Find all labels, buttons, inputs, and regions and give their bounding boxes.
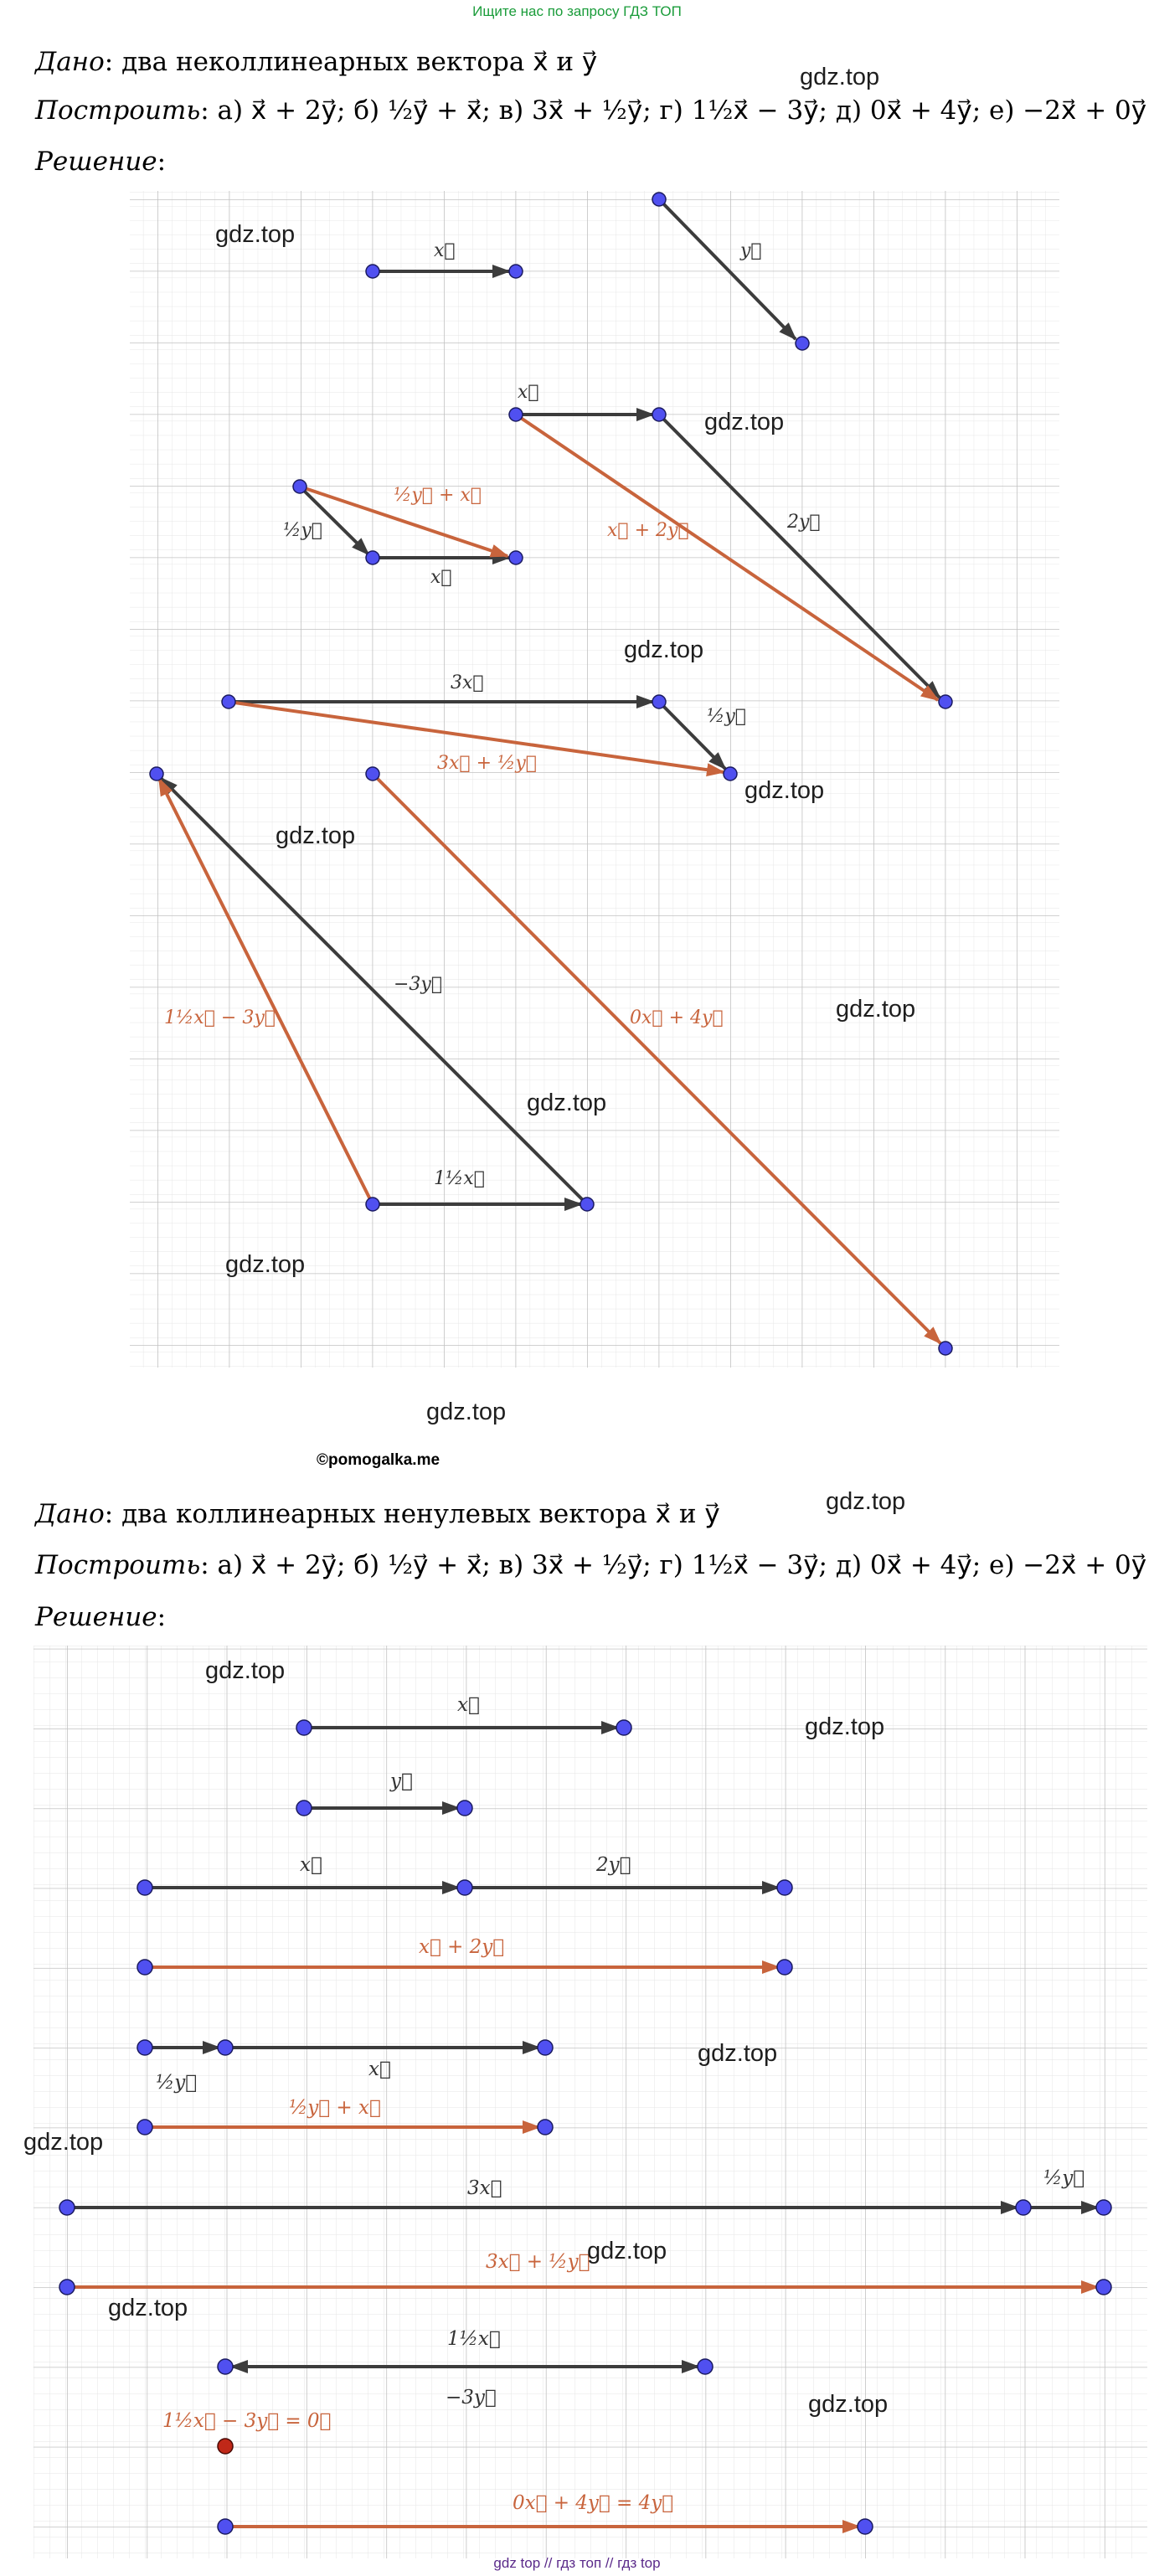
d1-point (796, 337, 809, 350)
d1-label-x3: x⃗ (430, 567, 452, 588)
d2-point (296, 1720, 312, 1735)
footer-links[interactable]: gdz top // гдз топ // гдз top (493, 2555, 661, 2571)
d2-label-half-y-plus-x: ½y⃗ + x⃗ (289, 2097, 381, 2119)
d2-label-x: x⃗ (457, 1694, 480, 1716)
watermark: gdz.top (108, 2295, 188, 2321)
p2-solution-colon: : (157, 1602, 167, 1632)
d1-point (222, 695, 235, 708)
d2-label-zero-result: 1½x⃗ − 3y⃗ = 0⃗ (162, 2410, 332, 2432)
d2-label-minus-3y: −3y⃗ (446, 2387, 497, 2409)
d1-point (366, 265, 379, 278)
watermark: gdz.top (698, 2040, 778, 2067)
watermark: gdz.top (836, 996, 916, 1023)
watermark: gdz.top (624, 636, 704, 663)
d2-point (59, 2200, 75, 2215)
d1-point (366, 767, 379, 781)
d2-label-zero-x-4y: 0x⃗ + 4y⃗ = 4y⃗ (513, 2492, 674, 2514)
d2-point (218, 2359, 233, 2374)
watermark: gdz.top (744, 777, 825, 804)
d1-point (939, 1342, 952, 1355)
p2-build-label: Построить (35, 1550, 201, 1580)
d2-point (1016, 2200, 1031, 2215)
d2-point (137, 1880, 152, 1895)
watermark: gdz.top (704, 409, 785, 435)
watermark: gdz.top (23, 2129, 104, 2156)
d1-label-one-half-x-minus-3y: 1½x⃗ − 3y⃗ (164, 1007, 276, 1028)
copyright: ©pomogalka.me (317, 1451, 440, 1469)
d2-label-one-half-x: 1½x⃗ (447, 2328, 501, 2350)
d1-point (293, 480, 307, 493)
d2-label-3x: 3x⃗ (467, 2177, 502, 2199)
d2-point (1096, 2280, 1111, 2295)
p2-given-text: : два коллинеарных ненулевых вектора x⃗ и y⃗ (104, 1499, 720, 1529)
d1-label-zero-x-4y: 0x⃗ + 4y⃗ (630, 1007, 724, 1028)
watermark: gdz.top (800, 64, 880, 90)
d1-point (652, 193, 666, 206)
watermark: gdz.top (225, 1251, 306, 1278)
d1-label-half-y-plus-x: ½y⃗ + x⃗ (394, 485, 482, 506)
p1-given-label: Дано (35, 47, 105, 77)
d2-label-x3: x⃗ (368, 2058, 391, 2080)
d2-point (858, 2519, 873, 2534)
p1-build-label: Построить (35, 95, 201, 126)
d2-label-3x-half-y: 3x⃗ + ½y⃗ (486, 2251, 590, 2273)
watermark: gdz.top (527, 1090, 607, 1116)
watermark: gdz.top (205, 1657, 286, 1684)
d2-label-x2: x⃗ (300, 1854, 322, 1876)
d2-point (616, 1720, 631, 1735)
d2-point (538, 2040, 553, 2055)
d1-label-2y: 2y⃗ (787, 512, 821, 533)
d2-label-2y: 2y⃗ (596, 1854, 631, 1876)
d1-point (150, 767, 163, 781)
d1-label-x2: x⃗ (518, 382, 539, 403)
d1-point (509, 265, 523, 278)
p2-solution-label: Решение (35, 1602, 157, 1632)
grid-1 (130, 191, 1059, 1368)
d1-label-one-half-x: 1½x⃗ (434, 1168, 485, 1189)
watermark: gdz.top (276, 822, 356, 849)
d1-label-half-y: ½y⃗ (283, 520, 322, 541)
d2-point (137, 1960, 152, 1975)
d2-point (218, 2519, 233, 2534)
d2-point (1096, 2200, 1111, 2215)
watermark: gdz.top (805, 1713, 885, 1740)
d2-label-half-y2: ½y⃗ (1043, 2167, 1085, 2189)
d1-point (652, 695, 666, 708)
d1-label-3x-half-y: 3x⃗ + ½y⃗ (437, 753, 537, 774)
d2-point (777, 1960, 792, 1975)
p1-solution-colon: : (157, 147, 167, 177)
d1-point (366, 1198, 379, 1211)
d2-point (777, 1880, 792, 1895)
d2-point (137, 2040, 152, 2055)
d1-point (724, 767, 737, 781)
d2-label-y: y⃗ (390, 1770, 413, 1792)
d1-point (939, 695, 952, 708)
d1-label-half-y2: ½y⃗ (707, 706, 746, 727)
d2-point (538, 2120, 553, 2135)
d2-point (137, 2120, 152, 2135)
watermark: gdz.top (215, 221, 296, 248)
watermark: gdz.top (808, 2391, 889, 2418)
d1-point (509, 408, 523, 421)
d1-point (366, 551, 379, 564)
top-search-link[interactable]: Ищите нас по запросу ГДЗ ТОП (472, 3, 682, 19)
d1-point (509, 551, 523, 564)
d2-point (59, 2280, 75, 2295)
watermark: gdz.top (826, 1488, 906, 1515)
d2-point (457, 1880, 472, 1895)
d1-point (580, 1198, 594, 1211)
d2-point (457, 1801, 472, 1816)
d1-label-minus-3y: −3y⃗ (394, 974, 443, 995)
d1-label-3x: 3x⃗ (451, 672, 484, 693)
d1-point (652, 408, 666, 421)
d2-point (698, 2359, 713, 2374)
p1-given-text: : два неколлинеарных вектора x⃗ и y⃗ (104, 47, 598, 77)
d1-label-x-plus-2y: x⃗ + 2y⃗ (607, 520, 689, 541)
watermark: gdz.top (587, 2238, 667, 2264)
d2-point (296, 1801, 312, 1816)
d2-point (218, 2040, 233, 2055)
p2-build-text: : а) x⃗ + 2y⃗; б) ½y⃗ + x⃗; в) 3x⃗ + ½y⃗; г) 1½x⃗ − 3y⃗; д) 0x⃗ + 4y⃗; е) −2x⃗ + 0y⃗ (200, 1550, 1147, 1580)
watermark: gdz.top (426, 1399, 507, 1425)
d1-label-x: x⃗ (434, 240, 456, 261)
d2-label-half-y: ½y⃗ (156, 2072, 198, 2094)
p1-solution-label: Решение (35, 147, 157, 177)
d2-zero-point (218, 2439, 233, 2454)
d2-label-x-plus-2y: x⃗ + 2y⃗ (419, 1936, 505, 1958)
d1-label-y: y⃗ (740, 240, 762, 261)
p1-build-text: : а) x⃗ + 2y⃗; б) ½y⃗ + x⃗; в) 3x⃗ + ½y⃗; г) 1½x⃗ − 3y⃗; д) 0x⃗ + 4y⃗; е) −2x⃗ + 0y⃗ (200, 95, 1147, 126)
p2-given-label: Дано (35, 1499, 105, 1529)
